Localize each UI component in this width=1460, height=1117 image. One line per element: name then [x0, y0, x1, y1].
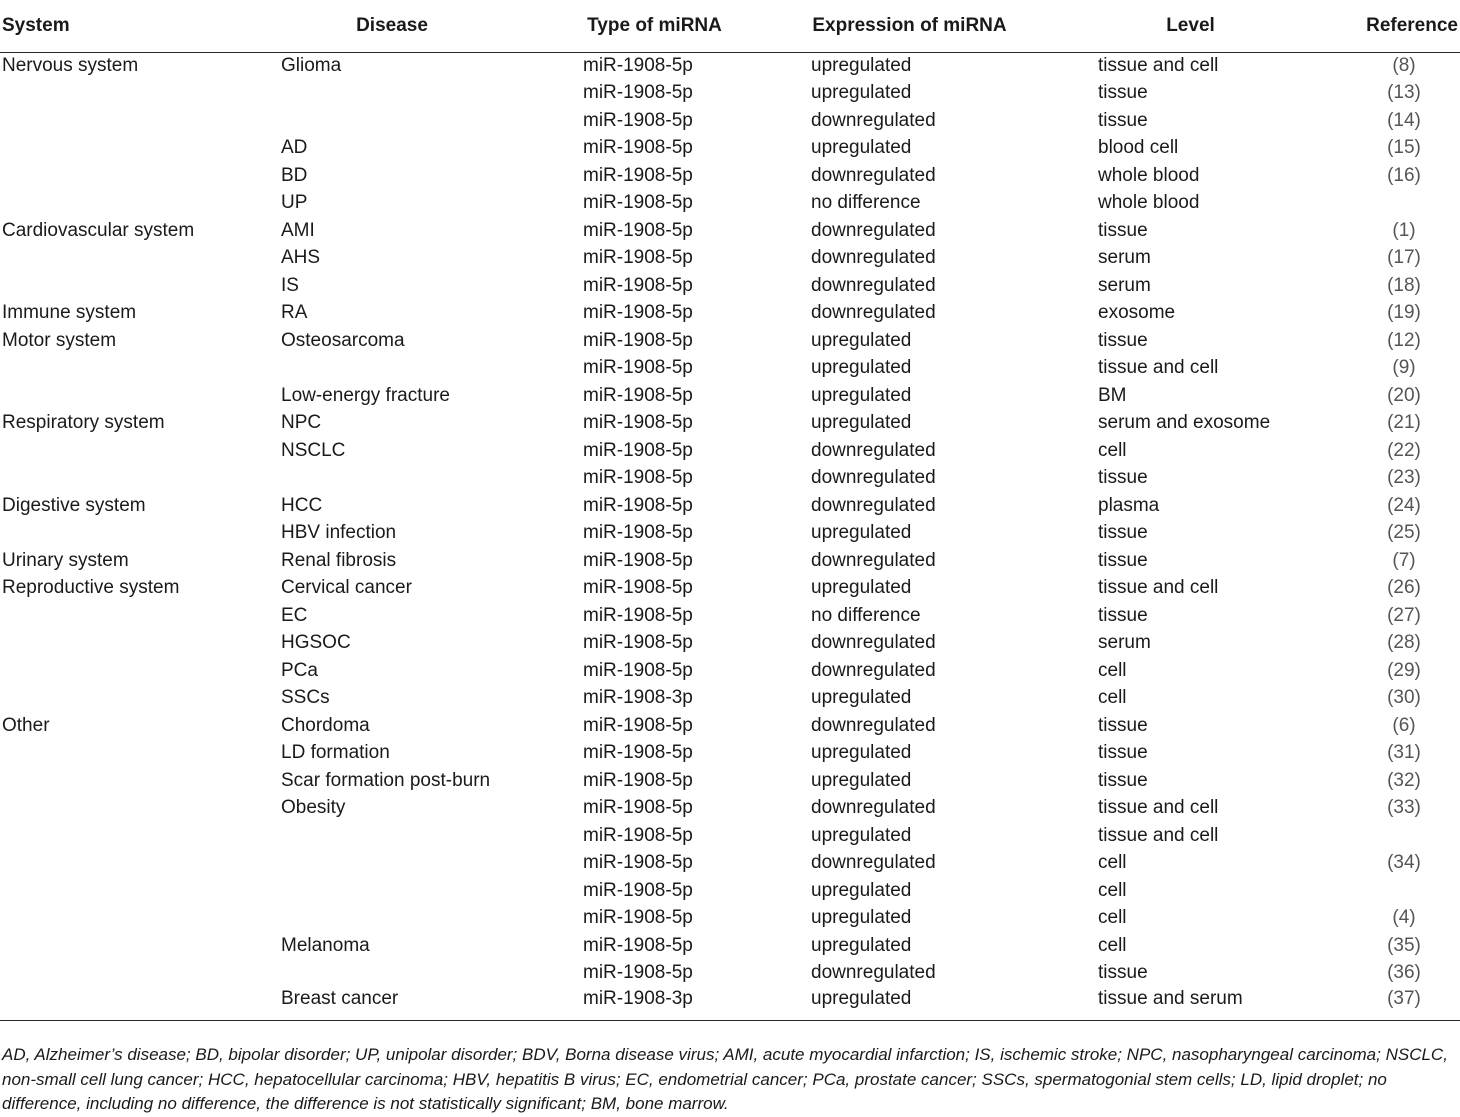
cell-type-of-mirna: miR-1908-5p [583, 164, 693, 186]
cell-expression: downregulated [811, 659, 936, 681]
cell-expression: upregulated [811, 577, 912, 599]
cell-expression: no difference [811, 192, 921, 214]
cell-expression: upregulated [811, 742, 912, 764]
cell-level: whole blood [1098, 164, 1200, 186]
cell-expression: no difference [811, 604, 921, 626]
cell-reference: (18) [1387, 274, 1421, 296]
cell-system [0, 630, 281, 658]
cell-system: Nervous system [2, 55, 139, 76]
cell-type-of-mirna: miR-1908-5p [583, 659, 693, 681]
cell-disease: AMI [281, 219, 315, 241]
table-header [0, 0, 1460, 52]
table-row [0, 905, 1460, 933]
cell-type-of-mirna: miR-1908-5p [583, 357, 693, 379]
cell-disease: Osteosarcoma [281, 329, 405, 351]
cell-expression: upregulated [811, 82, 912, 104]
cell-level: tissue and serum [1098, 987, 1298, 1020]
cell-expression: upregulated [811, 687, 912, 709]
cell-expression: downregulated [811, 852, 936, 874]
cell-level: BM [1098, 384, 1127, 406]
cell-level: tissue [1098, 714, 1148, 736]
cell-level: tissue and cell [1098, 55, 1219, 76]
cell-reference: (20) [1387, 384, 1421, 406]
cell-reference: (6) [1392, 714, 1416, 736]
table-row [0, 822, 1460, 850]
cell-level: tissue [1098, 769, 1148, 791]
table-row [0, 162, 1460, 190]
cell-expression: downregulated [811, 164, 936, 186]
cell-type-of-mirna: miR-1908-5p [583, 412, 693, 434]
table-row [0, 272, 1460, 300]
cell-disease: Renal fibrosis [281, 549, 397, 571]
cell-type-of-mirna: miR-1908-5p [583, 907, 693, 929]
cell-type-of-mirna: miR-1908-5p [583, 797, 693, 819]
cell-type-of-mirna: miR-1908-5p [583, 302, 693, 324]
cell-reference: (22) [1387, 439, 1421, 461]
cell-level: tissue [1098, 467, 1148, 489]
table-row [0, 52, 1460, 80]
cell-reference: (28) [1387, 632, 1421, 654]
cell-expression: upregulated [811, 329, 912, 351]
header-type-of-mirna: Type of miRNA [583, 0, 811, 52]
cell-expression: upregulated [811, 907, 912, 929]
cell-disease: Obesity [281, 797, 346, 819]
cell-level: serum and exosome [1098, 412, 1271, 434]
cell-disease [281, 960, 583, 988]
cell-expression: downregulated [811, 439, 936, 461]
cell-disease: EC [281, 604, 308, 626]
table-row [0, 107, 1460, 135]
cell-expression: downregulated [811, 109, 936, 131]
cell-reference: (33) [1387, 797, 1421, 819]
cell-expression: upregulated [811, 384, 912, 406]
cell-type-of-mirna: miR-1908-5p [583, 109, 693, 131]
cell-disease: NPC [281, 412, 322, 434]
header-disease: Disease [281, 0, 583, 52]
table-row [0, 657, 1460, 685]
cell-disease: Glioma [281, 55, 342, 76]
cell-type-of-mirna: miR-1908-5p [583, 769, 693, 791]
cell-system: Urinary system [2, 549, 129, 571]
cell-system [0, 685, 281, 713]
cell-system [0, 465, 281, 493]
table-row [0, 520, 1460, 548]
table-row [0, 685, 1460, 713]
cell-type-of-mirna: miR-1908-5p [583, 522, 693, 544]
cell-expression: upregulated [811, 55, 912, 76]
cell-disease: Low-energy fracture [281, 384, 450, 406]
cell-type-of-mirna: miR-1908-5p [583, 604, 693, 626]
table-row [0, 987, 1460, 1020]
cell-type-of-mirna: miR-1908-3p [583, 987, 811, 1020]
cell-system: Digestive system [2, 494, 146, 516]
cell-disease: SSCs [281, 687, 330, 709]
cell-system [0, 767, 281, 795]
cell-expression: upregulated [811, 137, 912, 159]
cell-type-of-mirna: miR-1908-5p [583, 467, 693, 489]
cell-level: cell [1098, 659, 1127, 681]
cell-disease: Cervical cancer [281, 577, 412, 599]
cell-level: tissue [1098, 329, 1148, 351]
table-row [0, 437, 1460, 465]
cell-system [0, 80, 281, 108]
cell-reference [1298, 190, 1460, 218]
cell-reference: (14) [1387, 109, 1421, 131]
cell-expression: downregulated [811, 714, 936, 736]
cell-type-of-mirna: miR-1908-5p [583, 384, 693, 406]
cell-disease [281, 465, 583, 493]
cell-reference: (37) [1298, 987, 1460, 1020]
table-row [0, 575, 1460, 603]
table-footnote: AD, Alzheimer’s disease; BD, bipolar disorder; UP, unipolar disorder; BDV, Borna disease virus; AMI, acute myocardial infarction; IS, ischemic stroke; NPC, nasopharyngeal carcinoma; NSCLC, non-small cell lung cancer; HCC, hepatocellular carcinoma; HBV, hepatitis B virus; EC, endometrial cancer; PCa, prostate cancer; SSCs, spermatogonial stem cells; LD, lipid droplet; no difference, including no difference, the difference is not statistically significant; BM, bone marrow. [2, 1045, 1448, 1113]
cell-reference: (23) [1387, 467, 1421, 489]
cell-type-of-mirna: miR-1908-5p [583, 879, 693, 901]
cell-level: tissue and cell [1098, 797, 1219, 819]
cell-type-of-mirna: miR-1908-5p [583, 274, 693, 296]
table-row [0, 795, 1460, 823]
cell-reference: (26) [1387, 577, 1421, 599]
cell-level: blood cell [1098, 137, 1179, 159]
cell-system [0, 850, 281, 878]
table-row [0, 547, 1460, 575]
cell-expression: downregulated [811, 247, 936, 269]
cell-expression: downregulated [811, 962, 936, 984]
cell-level: tissue and cell [1098, 577, 1219, 599]
cell-reference: (1) [1392, 219, 1416, 241]
cell-system [0, 520, 281, 548]
cell-reference: (7) [1392, 549, 1416, 571]
cell-level: cell [1098, 934, 1127, 956]
cell-type-of-mirna: miR-1908-5p [583, 934, 693, 956]
header-row [0, 0, 1460, 52]
cell-type-of-mirna: miR-1908-5p [583, 852, 693, 874]
cell-level: tissue [1098, 549, 1148, 571]
cell-system [0, 272, 281, 300]
cell-system [0, 960, 281, 988]
cell-type-of-mirna: miR-1908-5p [583, 192, 693, 214]
cell-expression: downregulated [811, 632, 936, 654]
table-row [0, 740, 1460, 768]
cell-level: tissue [1098, 962, 1148, 984]
cell-disease [281, 80, 583, 108]
cell-system: Motor system [2, 329, 117, 351]
cell-type-of-mirna: miR-1908-5p [583, 714, 693, 736]
cell-type-of-mirna: miR-1908-5p [583, 632, 693, 654]
cell-reference: (13) [1387, 82, 1421, 104]
cell-expression: downregulated [811, 274, 936, 296]
cell-disease: Scar formation post-burn [281, 769, 491, 791]
cell-level: serum [1098, 247, 1151, 269]
cell-type-of-mirna: miR-1908-5p [583, 494, 693, 516]
cell-disease: RA [281, 302, 308, 324]
cell-type-of-mirna: miR-1908-5p [583, 549, 693, 571]
cell-reference: (4) [1392, 907, 1416, 929]
cell-type-of-mirna: miR-1908-5p [583, 742, 693, 764]
cell-level: cell [1098, 852, 1127, 874]
cell-level: cell [1098, 687, 1127, 709]
table-row [0, 932, 1460, 960]
cell-system: Immune system [2, 302, 137, 324]
table-row [0, 327, 1460, 355]
cell-level: tissue and cell [1098, 357, 1219, 379]
cell-disease: PCa [281, 659, 318, 681]
table-row [0, 767, 1460, 795]
cell-system [0, 987, 281, 1020]
cell-system [0, 740, 281, 768]
cell-disease: LD formation [281, 742, 390, 764]
cell-reference: (27) [1387, 604, 1421, 626]
cell-disease: HGSOC [281, 632, 351, 654]
cell-level: serum [1098, 274, 1151, 296]
cell-system [0, 877, 281, 905]
table-row [0, 960, 1460, 988]
cell-system [0, 245, 281, 273]
table-row [0, 217, 1460, 245]
cell-level: plasma [1098, 494, 1160, 516]
cell-reference: (24) [1387, 494, 1421, 516]
cell-system [0, 602, 281, 630]
cell-level: whole blood [1098, 192, 1200, 214]
table-row [0, 602, 1460, 630]
cell-level: cell [1098, 439, 1127, 461]
cell-system: Other [2, 714, 50, 736]
cell-level: cell [1098, 907, 1127, 929]
table-row [0, 492, 1460, 520]
cell-reference: (31) [1387, 742, 1421, 764]
cell-type-of-mirna: miR-1908-5p [583, 82, 693, 104]
cell-system: Respiratory system [2, 412, 165, 434]
table-row [0, 80, 1460, 108]
cell-disease: AHS [281, 247, 321, 269]
cell-reference: (30) [1387, 687, 1421, 709]
cell-level: cell [1098, 879, 1127, 901]
cell-reference: (29) [1387, 659, 1421, 681]
cell-reference: (9) [1392, 357, 1416, 379]
table-row [0, 850, 1460, 878]
table-row [0, 300, 1460, 328]
cell-system [0, 382, 281, 410]
cell-reference: (35) [1387, 934, 1421, 956]
cell-reference [1298, 822, 1460, 850]
cell-expression: upregulated [811, 522, 912, 544]
cell-disease: Breast cancer [281, 987, 583, 1020]
table-row [0, 135, 1460, 163]
cell-reference: (16) [1387, 164, 1421, 186]
cell-disease: HCC [281, 494, 323, 516]
cell-reference: (34) [1387, 852, 1421, 874]
cell-disease [281, 850, 583, 878]
cell-reference: (12) [1387, 329, 1421, 351]
cell-expression: upregulated [811, 412, 912, 434]
cell-expression: downregulated [811, 494, 936, 516]
cell-level: tissue [1098, 604, 1148, 626]
cell-system [0, 135, 281, 163]
table-row [0, 877, 1460, 905]
table-row [0, 245, 1460, 273]
cell-expression: upregulated [811, 987, 1098, 1020]
cell-type-of-mirna: miR-1908-5p [583, 962, 693, 984]
cell-disease: HBV infection [281, 522, 397, 544]
header-level: Level [1098, 0, 1298, 52]
header-expression-of-mirna: Expression of miRNA [811, 0, 1098, 52]
cell-system [0, 932, 281, 960]
cell-level: tissue [1098, 742, 1148, 764]
cell-system [0, 905, 281, 933]
cell-level: tissue [1098, 219, 1148, 241]
cell-disease: Melanoma [281, 934, 370, 956]
cell-disease [281, 877, 583, 905]
cell-reference: (25) [1387, 522, 1421, 544]
cell-level: tissue [1098, 522, 1148, 544]
cell-expression: downregulated [811, 467, 936, 489]
cell-reference: (32) [1387, 769, 1421, 791]
cell-expression: upregulated [811, 934, 912, 956]
cell-reference: (36) [1387, 962, 1421, 984]
cell-expression: downregulated [811, 549, 936, 571]
cell-level: tissue [1098, 109, 1148, 131]
cell-expression: downregulated [811, 219, 936, 241]
cell-type-of-mirna: miR-1908-5p [583, 824, 693, 846]
table-row [0, 630, 1460, 658]
cell-type-of-mirna: miR-1908-5p [583, 577, 693, 599]
cell-reference: (17) [1387, 247, 1421, 269]
cell-reference: (8) [1392, 55, 1416, 76]
cell-system [0, 795, 281, 823]
cell-reference: (21) [1387, 412, 1421, 434]
cell-disease: UP [281, 192, 308, 214]
cell-type-of-mirna: miR-1908-5p [583, 439, 693, 461]
cell-system [0, 657, 281, 685]
cell-reference [1298, 877, 1460, 905]
cell-expression: downregulated [811, 797, 936, 819]
table-row [0, 712, 1460, 740]
cell-system [0, 437, 281, 465]
cell-expression: upregulated [811, 879, 912, 901]
cell-level: serum [1098, 632, 1151, 654]
cell-type-of-mirna: miR-1908-5p [583, 137, 693, 159]
cell-disease [281, 107, 583, 135]
table-row [0, 465, 1460, 493]
cell-disease [281, 822, 583, 850]
cell-system [0, 107, 281, 135]
table-row [0, 190, 1460, 218]
cell-disease: IS [281, 274, 299, 296]
cell-expression: upregulated [811, 357, 912, 379]
cell-system [0, 822, 281, 850]
cell-disease: BD [281, 164, 308, 186]
cell-level: exosome [1098, 302, 1176, 324]
cell-type-of-mirna: miR-1908-3p [583, 687, 693, 709]
cell-reference: (19) [1387, 302, 1421, 324]
cell-expression: downregulated [811, 302, 936, 324]
cell-type-of-mirna: miR-1908-5p [583, 329, 693, 351]
table-row [0, 410, 1460, 438]
table-row [0, 355, 1460, 383]
cell-level: tissue [1098, 82, 1148, 104]
header-reference: Reference [1298, 0, 1460, 52]
cell-system [0, 190, 281, 218]
cell-system: Reproductive system [2, 577, 180, 599]
cell-expression: upregulated [811, 769, 912, 791]
cell-system [0, 162, 281, 190]
cell-disease [281, 905, 583, 933]
cell-type-of-mirna: miR-1908-5p [583, 219, 693, 241]
cell-system: Cardiovascular system [2, 219, 195, 241]
cell-expression: upregulated [811, 824, 912, 846]
table-body [0, 52, 1460, 1020]
header-system: System [0, 0, 281, 52]
cell-disease: AD [281, 137, 308, 159]
cell-disease [281, 355, 583, 383]
cell-type-of-mirna: miR-1908-5p [583, 55, 693, 76]
cell-reference: (15) [1387, 137, 1421, 159]
cell-disease: Chordoma [281, 714, 370, 736]
cell-disease: NSCLC [281, 439, 346, 461]
cell-type-of-mirna: miR-1908-5p [583, 247, 693, 269]
cell-system [0, 355, 281, 383]
table-row [0, 382, 1460, 410]
cell-level: tissue and cell [1098, 824, 1219, 846]
